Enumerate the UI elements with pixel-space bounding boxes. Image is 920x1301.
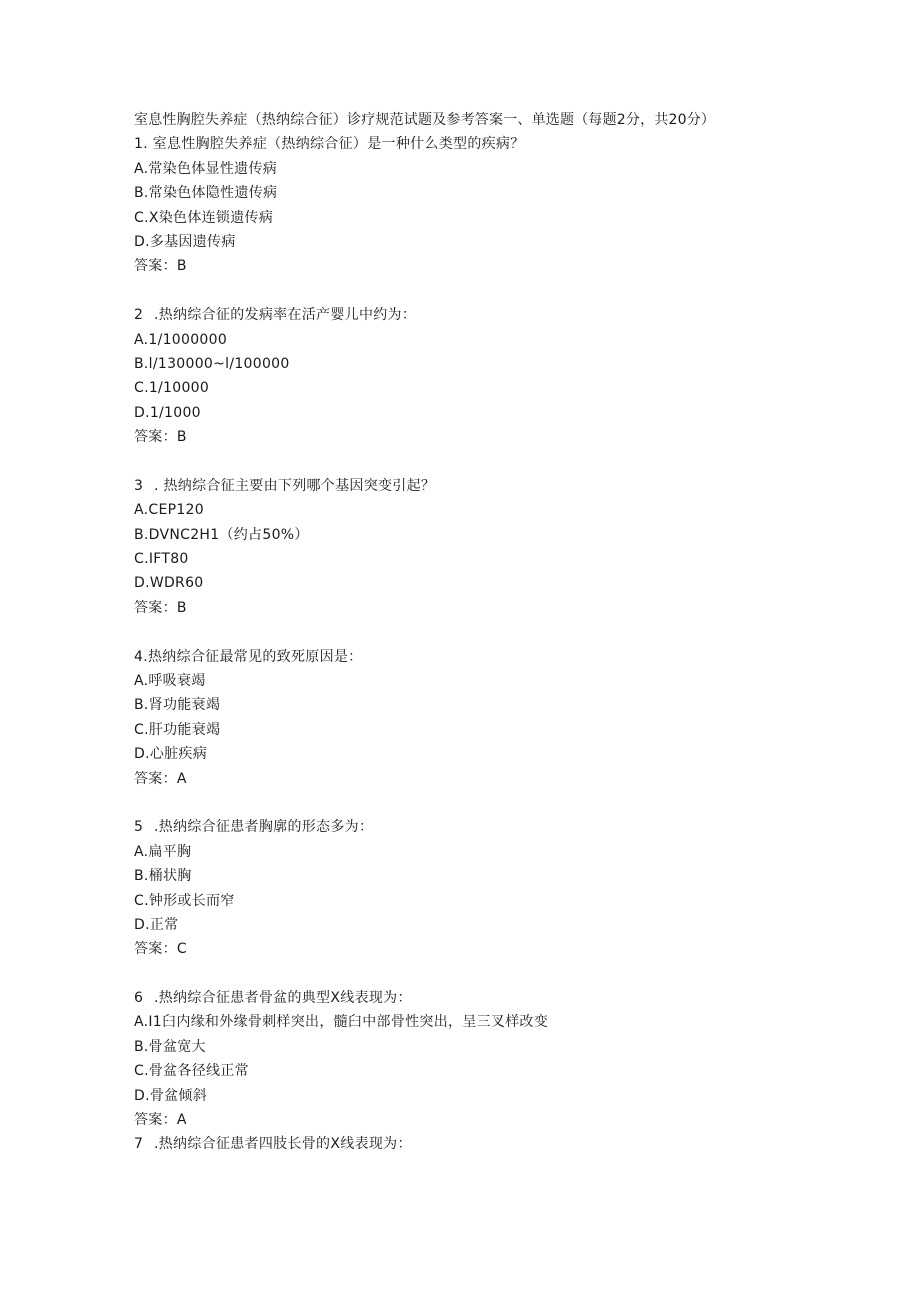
question-text: .热纳综合征患者骨盆的典型X线表现为： <box>154 990 412 1007</box>
answer: 答案：B <box>134 429 187 446</box>
question-number: 7 <box>134 1136 144 1153</box>
question-5 <box>134 815 814 839</box>
option-b: B.DVNC2H1（约占50%） <box>134 526 309 543</box>
option-b: B.l/130000~l/100000 <box>134 355 290 372</box>
question-text: 室息性胸腔失养症（热纳综合征）是一种什么类型的疾病？ <box>152 136 525 153</box>
option-a: A.常染色体显性遗传病 <box>134 160 278 177</box>
option-c: C.骨盆各径线正常 <box>134 1063 249 1080</box>
option-d: D.多基因遗传病 <box>134 233 236 250</box>
option-d: D.1/1000 <box>134 404 201 421</box>
answer: 答案：B <box>134 599 187 616</box>
option-b: B.肾功能衰竭 <box>134 697 221 714</box>
question-4 <box>134 645 814 669</box>
option-c: C.IFT80 <box>134 551 189 568</box>
answer: 答案：C <box>134 941 187 958</box>
question-number: 4. <box>134 648 148 665</box>
answer: 答案：A <box>134 770 187 787</box>
question-text: . 热纳综合征主要由下列哪个基因突变引起？ <box>154 477 436 494</box>
question-text: .热纳综合征患者胸廓的形态多为： <box>154 819 374 836</box>
option-a: A.扁平胸 <box>134 843 192 860</box>
option-c: C.1/10000 <box>134 380 210 397</box>
question-1 <box>134 132 814 156</box>
spacer <box>134 791 814 815</box>
question-number: 3 <box>134 477 144 494</box>
answer: 答案：B <box>134 258 187 275</box>
question-2 <box>134 303 814 327</box>
option-d: D.WDR60 <box>134 575 204 592</box>
question-number: 5 <box>134 819 144 836</box>
option-b: B.骨盆宽大 <box>134 1038 206 1055</box>
option-d: D.正常 <box>134 916 179 933</box>
option-a: A.CEP120 <box>134 502 204 519</box>
option-d: D.心脏疾病 <box>134 746 208 763</box>
spacer <box>134 962 814 986</box>
question-text: .热纳综合征患者四肢长骨的X线表现为： <box>154 1136 412 1153</box>
option-c: C.肝功能衰竭 <box>134 721 221 738</box>
spacer <box>134 449 814 473</box>
answer: 答案：A <box>134 1112 187 1129</box>
document-page <box>134 108 814 1157</box>
option-a: A.呼吸衰竭 <box>134 672 206 689</box>
option-b: B.常染色体隐性遗传病 <box>134 185 278 202</box>
option-a: A.I1臼内缘和外缘骨刺样突出，髓臼中部骨性突出，呈三叉样改变 <box>134 1014 549 1031</box>
option-d: D.骨盆倾斜 <box>134 1087 208 1104</box>
option-a: A.1/1000000 <box>134 331 228 348</box>
question-6 <box>134 986 814 1010</box>
question-number: 6 <box>134 990 144 1007</box>
spacer <box>134 279 814 303</box>
spacer <box>134 620 814 644</box>
question-text: .热纳综合征的发病率在活产婴儿中约为： <box>154 307 417 324</box>
question-3 <box>134 474 814 498</box>
option-c: C.X染色体连锁遗传病 <box>134 209 274 226</box>
question-number: 1. <box>134 136 148 153</box>
question-text: 热纳综合征最常见的致死原因是： <box>147 648 363 665</box>
question-7 <box>134 1132 814 1156</box>
option-c: C.钟形或长而窄 <box>134 892 235 909</box>
document-title: 室息性胸腔失养症（热纳综合征）诊疗规范试题及参考答案一、单选题（每题2分，共20分） <box>134 112 716 128</box>
question-number: 2 <box>134 307 144 324</box>
option-b: B.桶状胸 <box>134 868 192 885</box>
